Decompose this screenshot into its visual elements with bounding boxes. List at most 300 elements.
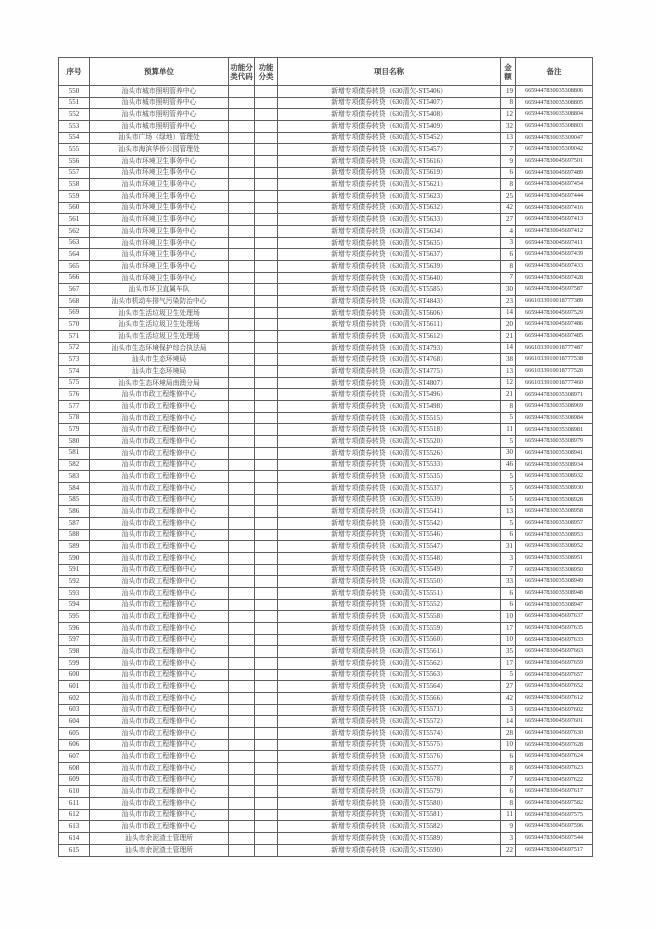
cell-note: 6659447830045697657 [516, 669, 593, 681]
cell-project-name: 新增专项债券转贷（630清欠-ST5581） [278, 809, 501, 821]
cell-index: 554 [59, 132, 90, 144]
cell-unit: 汕头市余泥渣土管理所 [90, 844, 229, 856]
cell-amount: 4 [501, 226, 516, 238]
cell-amount: 8 [501, 261, 516, 273]
cell-amount: 20 [501, 319, 516, 331]
cell-project-name: 新增专项债券转贷（630清欠-ST5559） [278, 622, 501, 634]
cell-index: 583 [59, 471, 90, 483]
cell-function-category [255, 797, 278, 809]
cell-unit: 汕头市环境卫生事务中心 [90, 272, 229, 284]
cell-function-code [229, 587, 255, 599]
cell-amount: 13 [501, 366, 516, 378]
cell-project-name: 新增专项债券转贷（630清欠-ST5498） [278, 401, 501, 413]
cell-index: 564 [59, 249, 90, 261]
cell-note: 6659447830045697529 [516, 307, 593, 319]
cell-amount: 11 [501, 809, 516, 821]
cell-amount: 8 [501, 179, 516, 191]
table-row [59, 144, 593, 156]
cell-function-code [229, 786, 255, 798]
table-row [59, 249, 593, 261]
cell-project-name: 新增专项债券转贷（630清欠-ST5457） [278, 144, 501, 156]
cell-amount: 6 [501, 249, 516, 261]
cell-amount: 14 [501, 307, 516, 319]
cell-project-name: 新增专项债券转贷（630清欠-ST5515） [278, 412, 501, 424]
table-row [59, 727, 593, 739]
cell-amount: 3 [501, 704, 516, 716]
cell-note: 6659447830035308934 [516, 459, 593, 471]
cell-function-code [229, 284, 255, 296]
cell-function-code [229, 506, 255, 518]
cell-note: 6659447830035308930 [516, 482, 593, 494]
cell-function-category [255, 833, 278, 845]
cell-amount: 6 [501, 529, 516, 541]
cell-project-name: 新增专项债券转贷（630清欠-ST5548） [278, 552, 501, 564]
cell-amount: 5 [501, 482, 516, 494]
cell-note: 6659447830045697544 [516, 833, 593, 845]
cell-function-code [229, 121, 255, 133]
cell-function-code [229, 541, 255, 553]
cell-index: 589 [59, 541, 90, 553]
cell-note: 6659447830045697454 [516, 179, 593, 191]
cell-note: 6659447830035308947 [516, 599, 593, 611]
cell-function-code [229, 237, 255, 249]
cell-unit: 汕头市环境卫生事务中心 [90, 156, 229, 168]
cell-index: 594 [59, 599, 90, 611]
cell-unit: 汕头市环境卫生事务中心 [90, 237, 229, 249]
cell-unit: 汕头市环境卫生事务中心 [90, 214, 229, 226]
cell-function-category [255, 436, 278, 448]
cell-unit: 汕头市市政工程维修中心 [90, 821, 229, 833]
cell-function-code [229, 646, 255, 658]
cell-unit: 汕头市城市照明管养中心 [90, 121, 229, 133]
cell-note: 6659447830045697439 [516, 249, 593, 261]
cell-index: 555 [59, 144, 90, 156]
cell-function-code [229, 424, 255, 436]
cell-amount: 8 [501, 797, 516, 809]
cell-function-code [229, 482, 255, 494]
cell-index: 577 [59, 401, 90, 413]
cell-note: 6659447830045697582 [516, 797, 593, 809]
header-note: 备注 [516, 58, 593, 86]
cell-unit: 汕头市环境卫生事务中心 [90, 167, 229, 179]
table-row [59, 657, 593, 669]
cell-note: 6659447830035308979 [516, 436, 593, 448]
cell-unit: 汕头市环境卫生事务中心 [90, 261, 229, 273]
cell-amount: 6 [501, 751, 516, 763]
cell-index: 588 [59, 529, 90, 541]
cell-project-name: 新增专项债券转贷（630清欠-ST5546） [278, 529, 501, 541]
table-row [59, 844, 593, 856]
cell-index: 595 [59, 611, 90, 623]
cell-function-category [255, 704, 278, 716]
cell-index: 586 [59, 506, 90, 518]
cell-function-category [255, 214, 278, 226]
cell-function-category [255, 622, 278, 634]
table-row [59, 774, 593, 786]
table-row [59, 529, 593, 541]
cell-index: 613 [59, 821, 90, 833]
cell-note: 6659447830045697486 [516, 319, 593, 331]
cell-project-name: 新增专项债券转贷（630清欠-ST5577） [278, 762, 501, 774]
cell-amount: 42 [501, 692, 516, 704]
cell-unit: 汕头市市政工程维修中心 [90, 401, 229, 413]
cell-unit: 汕头市市政工程维修中心 [90, 751, 229, 763]
cell-project-name: 新增专项债券转贷（630清欠-ST5612） [278, 331, 501, 343]
cell-note: 6659447830045697623 [516, 762, 593, 774]
cell-project-name: 新增专项债券转贷（630清欠-ST5639） [278, 261, 501, 273]
cell-project-name: 新增专项债券转贷（630清欠-ST5541） [278, 506, 501, 518]
cell-function-category [255, 762, 278, 774]
cell-amount: 5 [501, 436, 516, 448]
table-row [59, 109, 593, 121]
cell-note: 6659447830045697485 [516, 331, 593, 343]
table-row [59, 132, 593, 144]
cell-function-category [255, 844, 278, 856]
header-project-name: 项目名称 [278, 58, 501, 86]
cell-unit: 汕头市生态环境保护综合执法局 [90, 342, 229, 354]
cell-unit: 汕头市市政工程维修中心 [90, 646, 229, 658]
cell-unit: 汕头市市政工程维修中心 [90, 412, 229, 424]
cell-amount: 5 [501, 494, 516, 506]
cell-note: 6661033910018777460 [516, 377, 593, 389]
cell-function-code [229, 202, 255, 214]
cell-amount: 5 [501, 412, 516, 424]
cell-function-category [255, 471, 278, 483]
cell-unit: 汕头市城市照明管养中心 [90, 86, 229, 98]
cell-note: 6659447830045697433 [516, 261, 593, 273]
cell-function-code [229, 576, 255, 588]
cell-function-code [229, 179, 255, 191]
cell-function-category [255, 144, 278, 156]
cell-function-category [255, 669, 278, 681]
table-row [59, 494, 593, 506]
table-row [59, 97, 593, 109]
cell-function-category [255, 377, 278, 389]
cell-index: 604 [59, 716, 90, 728]
cell-function-category [255, 401, 278, 413]
cell-project-name: 新增专项债券转贷（630清欠-ST5547） [278, 541, 501, 553]
cell-unit: 汕头市市政工程维修中心 [90, 774, 229, 786]
cell-function-category [255, 319, 278, 331]
cell-note: 6659447830035308953 [516, 529, 593, 541]
cell-unit: 汕头市市政工程维修中心 [90, 587, 229, 599]
cell-function-code [229, 191, 255, 203]
cell-function-code [229, 109, 255, 121]
cell-function-category [255, 599, 278, 611]
cell-index: 563 [59, 237, 90, 249]
cell-amount: 38 [501, 354, 516, 366]
cell-function-category [255, 692, 278, 704]
cell-function-category [255, 237, 278, 249]
cell-function-code [229, 389, 255, 401]
cell-amount: 8 [501, 762, 516, 774]
cell-note: 6659447830035308958 [516, 506, 593, 518]
cell-index: 612 [59, 809, 90, 821]
table-row [59, 762, 593, 774]
cell-project-name: 新增专项债券转贷（630清欠-ST4793） [278, 342, 501, 354]
cell-project-name: 新增专项债券转贷（630清欠-ST5606） [278, 307, 501, 319]
cell-amount: 19 [501, 86, 516, 98]
cell-note: 6661033910018777389 [516, 296, 593, 308]
cell-unit: 汕头市市政工程维修中心 [90, 564, 229, 576]
cell-note: 6659447830045697628 [516, 739, 593, 751]
cell-note: 6659447830035308969 [516, 401, 593, 413]
cell-index: 570 [59, 319, 90, 331]
cell-function-code [229, 471, 255, 483]
cell-project-name: 新增专项债券转贷（630清欠-ST5582） [278, 821, 501, 833]
cell-amount: 10 [501, 739, 516, 751]
cell-function-code [229, 401, 255, 413]
header-index: 序号 [59, 58, 90, 86]
cell-project-name: 新增专项债券转贷（630清欠-ST5637） [278, 249, 501, 261]
cell-note: 6659447830045697412 [516, 226, 593, 238]
table-row [59, 167, 593, 179]
cell-note: 6661033910018777487 [516, 342, 593, 354]
cell-index: 597 [59, 634, 90, 646]
cell-amount: 30 [501, 447, 516, 459]
cell-amount: 10 [501, 634, 516, 646]
table-body [59, 86, 593, 857]
table-row [59, 611, 593, 623]
cell-function-code [229, 611, 255, 623]
cell-function-category [255, 774, 278, 786]
cell-index: 581 [59, 447, 90, 459]
cell-function-code [229, 97, 255, 109]
table-row [59, 459, 593, 471]
cell-unit: 汕头市市政工程维修中心 [90, 471, 229, 483]
cell-project-name: 新增专项债券转贷（630清欠-ST5551） [278, 587, 501, 599]
budget-table [58, 57, 593, 857]
cell-unit: 汕头市市政工程维修中心 [90, 517, 229, 529]
table-row [59, 552, 593, 564]
cell-project-name: 新增专项债券转贷（630清欠-ST5611） [278, 319, 501, 331]
table-row [59, 412, 593, 424]
cell-index: 551 [59, 97, 90, 109]
cell-amount: 5 [501, 517, 516, 529]
cell-note: 6659447830045697517 [516, 844, 593, 856]
cell-function-code [229, 727, 255, 739]
cell-index: 591 [59, 564, 90, 576]
cell-function-category [255, 226, 278, 238]
cell-function-category [255, 167, 278, 179]
cell-unit: 汕头市市政工程维修中心 [90, 436, 229, 448]
cell-project-name: 新增专项债券转贷（630清欠-ST5616） [278, 156, 501, 168]
header-function-category: 功能分类 [255, 58, 278, 86]
cell-index: 610 [59, 786, 90, 798]
cell-unit: 汕头市市政工程维修中心 [90, 786, 229, 798]
cell-function-category [255, 97, 278, 109]
cell-project-name: 新增专项债券转贷（630清欠-ST4768） [278, 354, 501, 366]
cell-index: 552 [59, 109, 90, 121]
cell-function-category [255, 156, 278, 168]
cell-amount: 5 [501, 471, 516, 483]
table-row [59, 86, 593, 98]
cell-function-code [229, 821, 255, 833]
cell-note: 6659447830045697601 [516, 716, 593, 728]
cell-unit: 汕头市生活垃圾卫生处理场 [90, 319, 229, 331]
cell-project-name: 新增专项债券转贷（630清欠-ST5550） [278, 576, 501, 588]
cell-index: 580 [59, 436, 90, 448]
cell-index: 592 [59, 576, 90, 588]
cell-note: 6659447830045697413 [516, 214, 593, 226]
cell-index: 550 [59, 86, 90, 98]
cell-amount: 3 [501, 552, 516, 564]
cell-amount: 32 [501, 121, 516, 133]
cell-project-name: 新增专项债券转贷（630清欠-ST5560） [278, 634, 501, 646]
cell-unit: 汕头市环境卫生事务中心 [90, 249, 229, 261]
cell-function-category [255, 727, 278, 739]
cell-amount: 7 [501, 564, 516, 576]
cell-project-name: 新增专项债券转贷（630清欠-ST5589） [278, 833, 501, 845]
cell-function-category [255, 541, 278, 553]
cell-note: 6659447830035308984 [516, 412, 593, 424]
cell-note: 6659447830045697444 [516, 191, 593, 203]
table-row [59, 482, 593, 494]
table-row [59, 424, 593, 436]
cell-function-category [255, 179, 278, 191]
cell-function-category [255, 109, 278, 121]
cell-function-category [255, 739, 278, 751]
cell-index: 585 [59, 494, 90, 506]
cell-note: 6659447830045697596 [516, 821, 593, 833]
cell-index: 582 [59, 459, 90, 471]
cell-unit: 汕头市城市照明管养中心 [90, 109, 229, 121]
cell-unit: 汕头市海滨华侨公园管理处 [90, 144, 229, 156]
cell-unit: 汕头市市政工程维修中心 [90, 424, 229, 436]
cell-project-name: 新增专项债券转贷（630清欠-ST5409） [278, 121, 501, 133]
cell-unit: 汕头市市政工程维修中心 [90, 739, 229, 751]
cell-index: 562 [59, 226, 90, 238]
table-row [59, 237, 593, 249]
cell-note: 6659447830045697501 [516, 156, 593, 168]
cell-index: 571 [59, 331, 90, 343]
cell-project-name: 新增专项债券转贷（630清欠-ST5575） [278, 739, 501, 751]
cell-function-category [255, 576, 278, 588]
cell-unit: 汕头市市政工程维修中心 [90, 622, 229, 634]
cell-index: 559 [59, 191, 90, 203]
cell-note: 6659447830035308950 [516, 564, 593, 576]
cell-unit: 汕头市市政工程维修中心 [90, 727, 229, 739]
table-row [59, 202, 593, 214]
cell-project-name: 新增专项债券转贷（630清欠-ST5576） [278, 751, 501, 763]
cell-index: 601 [59, 681, 90, 693]
cell-note: 6659447830035308803 [516, 121, 593, 133]
cell-function-code [229, 529, 255, 541]
cell-amount: 3 [501, 237, 516, 249]
cell-unit: 汕头市市政工程维修中心 [90, 541, 229, 553]
cell-amount: 8 [501, 401, 516, 413]
cell-function-code [229, 494, 255, 506]
cell-project-name: 新增专项债券转贷（630清欠-ST5563） [278, 669, 501, 681]
table-row [59, 692, 593, 704]
cell-project-name: 新增专项债券转贷（630清欠-ST5537） [278, 482, 501, 494]
cell-unit: 汕头市市政工程维修中心 [90, 552, 229, 564]
cell-function-code [229, 214, 255, 226]
cell-amount: 21 [501, 389, 516, 401]
table-row [59, 436, 593, 448]
cell-function-category [255, 249, 278, 261]
cell-note: 6659447830045697652 [516, 681, 593, 693]
cell-function-category [255, 821, 278, 833]
cell-function-category [255, 284, 278, 296]
cell-project-name: 新增专项债券转贷（630清欠-ST5564） [278, 681, 501, 693]
cell-function-code [229, 296, 255, 308]
cell-note: 6659447830045697635 [516, 622, 593, 634]
cell-project-name: 新增专项债券转贷（630清欠-ST5634） [278, 226, 501, 238]
cell-function-category [255, 121, 278, 133]
cell-note: 6659447830035309042 [516, 144, 593, 156]
cell-function-category [255, 389, 278, 401]
cell-function-category [255, 634, 278, 646]
cell-unit: 汕头市市政工程维修中心 [90, 447, 229, 459]
cell-amount: 30 [501, 284, 516, 296]
cell-note: 6659447830035308806 [516, 86, 593, 98]
cell-function-category [255, 681, 278, 693]
table-row [59, 261, 593, 273]
cell-unit: 汕头市环境卫生事务中心 [90, 202, 229, 214]
table-row [59, 833, 593, 845]
cell-unit: 汕头市市政工程维修中心 [90, 797, 229, 809]
cell-unit: 汕头市市政工程维修中心 [90, 716, 229, 728]
cell-amount: 6 [501, 786, 516, 798]
table-row [59, 622, 593, 634]
cell-project-name: 新增专项债券转贷（630清欠-ST5406） [278, 86, 501, 98]
cell-function-code [229, 739, 255, 751]
cell-index: 569 [59, 307, 90, 319]
cell-unit: 汕头市市政工程维修中心 [90, 611, 229, 623]
cell-function-code [229, 156, 255, 168]
cell-amount: 42 [501, 202, 516, 214]
cell-project-name: 新增专项债券转贷（630清欠-ST5580） [278, 797, 501, 809]
cell-function-category [255, 587, 278, 599]
cell-unit: 汕头市生态环境局 [90, 366, 229, 378]
cell-function-code [229, 599, 255, 611]
cell-index: 614 [59, 833, 90, 845]
cell-function-code [229, 144, 255, 156]
cell-function-code [229, 249, 255, 261]
cell-note: 6659447830045697587 [516, 284, 593, 296]
cell-project-name: 新增专项债券转贷（630清欠-ST5533） [278, 459, 501, 471]
table-row [59, 786, 593, 798]
table-row [59, 226, 593, 238]
cell-note: 6659447830045697612 [516, 692, 593, 704]
cell-function-code [229, 517, 255, 529]
header-unit: 预算单位 [90, 58, 229, 86]
table-row [59, 517, 593, 529]
table-row [59, 599, 593, 611]
cell-note: 6659447830035308805 [516, 97, 593, 109]
cell-function-category [255, 366, 278, 378]
cell-amount: 5 [501, 669, 516, 681]
table-row [59, 669, 593, 681]
table-row [59, 797, 593, 809]
cell-project-name: 新增专项债券转贷（630清欠-ST5558） [278, 611, 501, 623]
cell-unit: 汕头市广场（绿地）管理处 [90, 132, 229, 144]
cell-note: 6659447830045697416 [516, 202, 593, 214]
cell-unit: 汕头市环境卫生事务中心 [90, 179, 229, 191]
cell-project-name: 新增专项债券转贷（630清欠-ST4807） [278, 377, 501, 389]
cell-function-code [229, 681, 255, 693]
cell-function-category [255, 786, 278, 798]
cell-function-code [229, 459, 255, 471]
cell-index: 572 [59, 342, 90, 354]
cell-index: 584 [59, 482, 90, 494]
cell-unit: 汕头市环境卫生事务中心 [90, 226, 229, 238]
cell-function-category [255, 517, 278, 529]
cell-amount: 33 [501, 576, 516, 588]
cell-function-category [255, 529, 278, 541]
cell-function-code [229, 669, 255, 681]
